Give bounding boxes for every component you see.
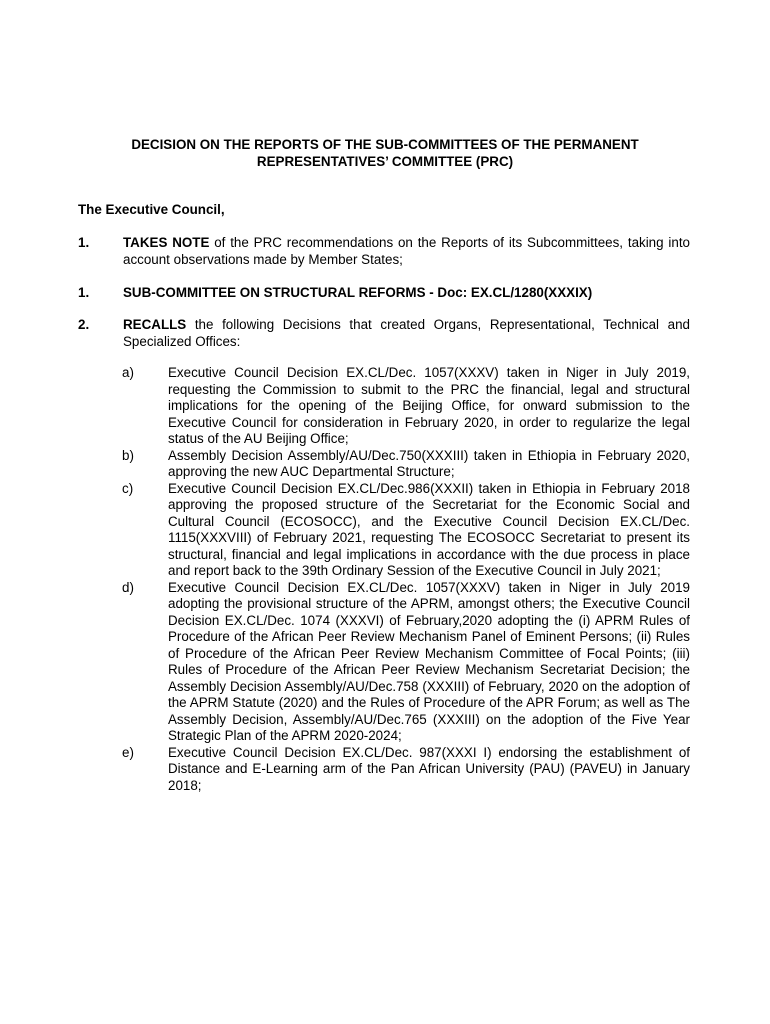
title-line-1: DECISION ON THE REPORTS OF THE SUB-COMMITTEES OF THE PERMANENT xyxy=(131,137,639,152)
list-item xyxy=(122,365,690,448)
item-letter: b) xyxy=(122,447,134,463)
list-item xyxy=(122,448,690,481)
paragraph-keyword: TAKES NOTE xyxy=(123,235,210,250)
item-text: Executive Council Decision EX.CL/Dec.986(XXXII) taken in Ethiopia in February 2018 approving the proposed structure of the Secretariat for the Economic Social and Cultural Council (ECOSOCC), and the Executive Council Decision EX.CL/Dec. 1115(XXXVIII) of February 2021, requesting The ECOSOCC Secretariat to present its structural, financial and legal implications in accordance with the due process in place and report back to the 39th Ordinary Session of the Executive Council in July 2021; xyxy=(168,480,690,578)
item-text: Executive Council Decision EX.CL/Dec. 1057(XXXV) taken in Niger in July 2019, requesting the Commission to submit to the PRC the financial, legal and structural implications for the opening of the Beijing Office, for onward submission to the Executive Council for consideration in February 2020, in order to regularize the legal status of the AU Beijing Office; xyxy=(168,365,690,446)
list-item xyxy=(122,481,690,580)
paragraph-text: the following Decisions that created Organs, Representational, Technical and Specialized Offices: xyxy=(123,317,690,349)
paragraph-number: 2. xyxy=(78,317,90,332)
paragraph-takes-note xyxy=(78,235,690,268)
item-letter: d) xyxy=(122,579,134,595)
title-line-2: REPRESENTATIVES’ COMMITTEE (PRC) xyxy=(256,153,514,169)
paragraph-number: 1. xyxy=(78,235,90,250)
item-text: Assembly Decision Assembly/AU/Dec.750(XXXIII) taken in Ethiopia in February 2020, approving the new AUC Departmental Structure; xyxy=(168,447,690,479)
item-letter: a) xyxy=(122,365,134,380)
item-letter: c) xyxy=(122,480,134,496)
decision-list xyxy=(122,365,690,794)
paragraph-recalls xyxy=(78,317,690,350)
paragraph-text: of the PRC recommendations on the Reports of its Subcommittees, taking into account observations made by Member States; xyxy=(123,235,690,267)
paragraph-body xyxy=(123,317,690,350)
item-text: Executive Council Decision EX.CL/Dec. 1057(XXXV) taken in Niger in July 2019 adopting the provisional structure of the APRM, amongst others; the Executive Council Decision EX.CL/Dec. 1074 (XXXVI) of February,2020 adopting the (i) APRM Rules of Procedure of the African Peer Review Mechanism Panel of Eminent Persons; (ii) Rules of Procedure of the African Peer Review Mechanism Committee of Focal Points; (iii) Rules of Procedure of the African Peer Review Mechanism Secretariat Decision; the Assembly Decision Assembly/AU/Dec.758 (XXXIII) of February, 2020 on the adoption of the APRM Statute (2020) and the Rules of Procedure of the APR Forum; as well as The Assembly Decision, Assembly/AU/Dec.765 (XXXIII) on the adoption of the Five Year Strategic Plan of the APRM 2020-2024; xyxy=(168,579,690,743)
list-item xyxy=(122,580,690,745)
document-title xyxy=(78,137,692,170)
council-heading: The Executive Council, xyxy=(78,202,225,217)
list-item xyxy=(122,745,690,795)
paragraph-keyword: RECALLS xyxy=(123,317,187,332)
paragraph-body xyxy=(123,235,690,268)
item-letter: e) xyxy=(122,744,134,760)
section-heading: SUB-COMMITTEE ON STRUCTURAL REFORMS - Doc: EX.CL/1280(XXXIX) xyxy=(123,285,593,300)
item-text: Executive Council Decision EX.CL/Dec. 987(XXXI I) endorsing the establishment of Distance and E-Learning arm of the Pan African University (PAU) (PAVEU) in January 2018; xyxy=(168,744,690,793)
paragraph-subcommittee-heading xyxy=(78,285,690,302)
paragraph-number: 1. xyxy=(78,285,90,300)
